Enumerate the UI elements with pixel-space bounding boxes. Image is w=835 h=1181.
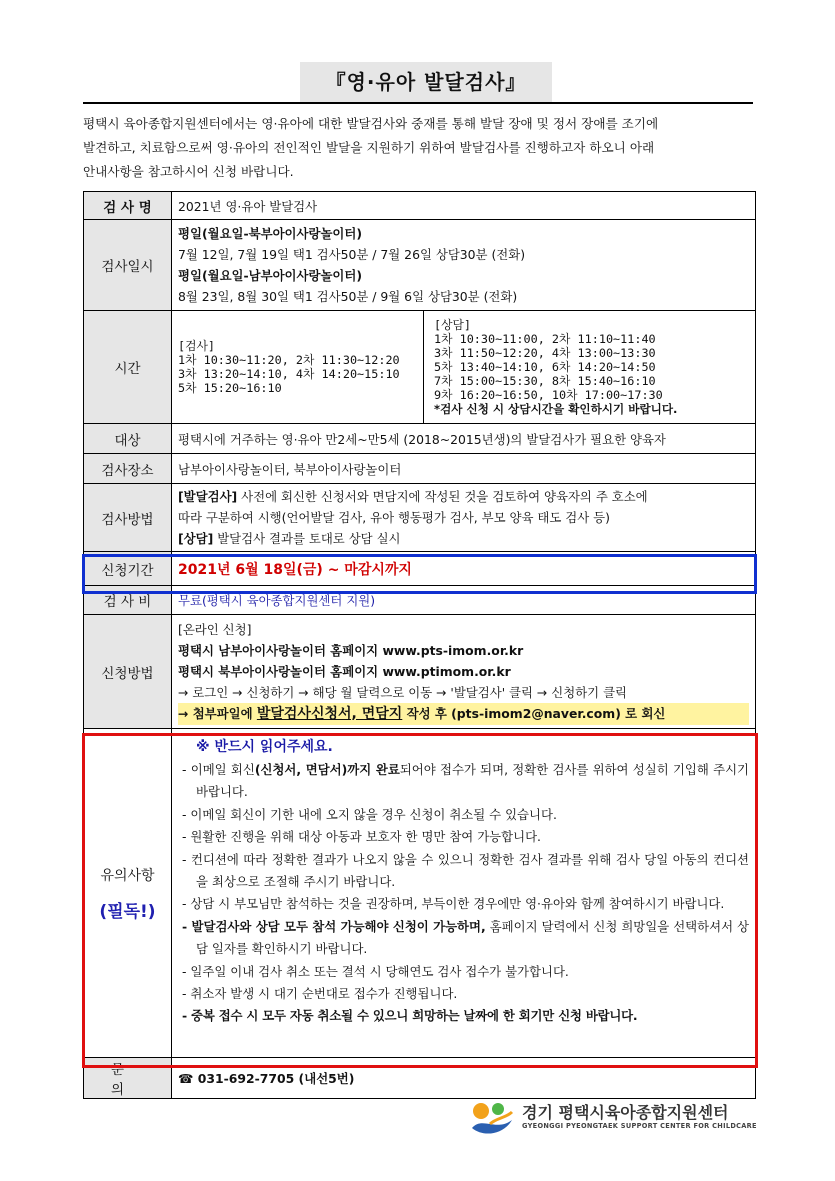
time-line: 3차 11:50~12:20, 4차 13:00~13:30: [434, 346, 656, 360]
note-item: [182, 916, 749, 961]
method-value: [172, 484, 756, 552]
time-line: 7차 15:00~15:30, 8차 15:40~16:10: [434, 374, 656, 388]
row-label: 대상: [84, 424, 172, 454]
table-row: [84, 192, 756, 220]
intro-paragraph: [83, 112, 757, 184]
organization-subtitle: GYEONGGI PYEONGTAEK SUPPORT CENTER FOR CHILDCARE: [522, 1122, 757, 1130]
table-row: [84, 552, 756, 586]
attach-docs: 발달검사신청서, 면담지: [256, 705, 403, 722]
row-label: 신청기간: [84, 552, 172, 586]
note-bold: - 발달검사와 상담 모두 참석 가능해야 신청이 가능하며,: [182, 918, 486, 934]
row-label: 검 사 비: [84, 586, 172, 615]
time-line: 9차 16:20~16:50, 10차 17:00~17:30: [434, 388, 663, 402]
time-line: [상담]: [434, 318, 471, 332]
note-item: - 취소자 발생 시 대기 순번대로 접수가 진행됩니다.: [182, 986, 458, 1002]
time-line: 5차 15:20~16:10: [178, 381, 282, 395]
must-read-label: (필독!): [99, 901, 156, 922]
notes-heading: ※ 반드시 읽어주세요.: [196, 739, 333, 755]
row-label: [84, 729, 172, 1058]
page-title: 『영·유아 발달검사』: [300, 62, 552, 102]
method-dev-text: 사전에 회신한 신청서와 면담지에 작성된 것을 검토하여 양육자의 주 호소에: [237, 489, 648, 504]
note-text: 되어야 접수가 되며, 정확한 검사를 위하여 성실히 기입해 주시기 바랍니다.: [196, 762, 750, 800]
time-line: 3차 13:20~14:10, 4차 14:20~15:10: [178, 367, 400, 381]
note-text: - 이메일 회신: [182, 762, 255, 777]
apply-line: [온라인 신청]: [178, 621, 252, 637]
table-row: [84, 454, 756, 484]
table-row: [84, 1058, 756, 1099]
organization-name: 경기 평택시육아종합지원센터: [522, 1103, 729, 1122]
contact-value: ☎ 031-692-7705 (내선5번): [172, 1058, 756, 1099]
note-item: - 원활한 진행을 위해 대상 아동과 보호자 한 명만 참여 가능합니다.: [182, 829, 541, 845]
method-line: [178, 486, 749, 507]
table-row: [84, 424, 756, 454]
schedule-line: 8월 23일, 8월 30일 택1 검사50분 / 9월 6일 상담30분 (전화): [178, 289, 518, 304]
schedule-value: [172, 220, 756, 311]
schedule-line: 7월 12일, 7월 19일 택1 검사50분 / 7월 26일 상담30분 (전화): [178, 247, 526, 262]
row-label: 문 의: [84, 1058, 172, 1099]
note-text: 홈페이지 달력에서 신청 희망일을 선택하셔서 상담 일자를 확인하시기 바랍니다.: [196, 918, 750, 957]
exam-name-value: 2021년 영·유아 발달검사: [172, 192, 756, 220]
period-value: 2021년 6월 18일(금) ~ 마감시까지: [172, 552, 756, 586]
table-row: [84, 311, 756, 424]
apply-north-link[interactable]: 평택시 북부아이사랑놀이터 홈페이지 www.ptimom.or.kr: [178, 663, 511, 679]
table-row: [84, 586, 756, 615]
note-bold: (신청서, 면담서)까지 완료: [254, 762, 400, 777]
method-line: [178, 528, 749, 549]
attach-prefix: → 첨부파일에: [178, 705, 257, 721]
fee-value: 무료(평택시 육아종합지원센터 지원): [172, 586, 756, 615]
exam-times: [172, 311, 424, 424]
consult-note: *검사 신청 시 상담시간을 확인하시기 바랍니다.: [434, 402, 678, 416]
organization-logo: [468, 1098, 758, 1138]
row-label: 검사일시: [84, 220, 172, 311]
time-line: 1차 10:30~11:20, 2차 11:30~12:20: [178, 353, 400, 367]
note-item: - 컨디션에 따라 정확한 결과가 나오지 않을 수 있으니 정확한 검사 결과를 위해 검사 당일 아동의 컨디션을 최상으로 조절해 주시기 바랍니다.: [182, 851, 750, 890]
schedule-line: 평일(월요일-남부아이사랑놀이터): [178, 268, 363, 283]
target-value: 평택시에 거주하는 영·유아 만2세~만5세 (2018~2015년생)의 발달검사가 필요한 양육자: [172, 424, 756, 454]
time-line: [검사]: [178, 339, 215, 353]
note-item: - 이메일 회신이 기한 내에 오지 않을 경우 신청이 취소될 수 있습니다.: [182, 806, 557, 822]
intro-line: 평택시 육아종합지원센터에서는 영·유아에 대한 발달검사와 중재를 통해 발달 장애 및 정서 장애를 조기에: [83, 116, 659, 131]
intro-line: 발견하고, 치료함으로써 영·유아의 전인적인 발달을 지원하기 위하여 발달검사를 진행하고자 하오니 아래: [83, 140, 655, 155]
table-row: [84, 729, 756, 1058]
notes-value: [172, 729, 756, 1058]
row-label: 검사장소: [84, 454, 172, 484]
time-line: 1차 10:30~11:00, 2차 11:10~11:40: [434, 332, 656, 346]
row-label: 시간: [84, 311, 172, 424]
notes-label: 유의사항: [100, 867, 155, 884]
method-consult-tag: [상담]: [178, 531, 214, 546]
note-item: - 상담 시 부모님만 참석하는 것을 권장하며, 부득이한 경우에만 영·유아와 함께 참여하시기 바랍니다.: [182, 896, 725, 912]
method-consult-text: 발달검사 결과를 토대로 상담 실시: [213, 531, 401, 546]
time-line: 5차 13:40~14:10, 6차 14:20~14:50: [434, 360, 656, 374]
info-table: [83, 191, 756, 1099]
row-label: 신청방법: [84, 615, 172, 729]
row-label: 검 사 명: [84, 192, 172, 220]
place-value: 남부아이사랑놀이터, 북부아이사랑놀이터: [172, 454, 756, 484]
note-item: [182, 759, 749, 804]
row-label: 검사방법: [84, 484, 172, 552]
schedule-line: 평일(월요일-북부아이사랑놀이터): [178, 226, 363, 241]
apply-steps: → 로그인 → 신청하기 → 해당 월 달력으로 이동 → '발달검사' 클릭 → 신청하기 클릭: [178, 684, 628, 700]
apply-value: [172, 615, 756, 729]
method-line: 따라 구분하여 시행(언어발달 검사, 유아 행동평가 검사, 부모 양육 태도 검사 등): [178, 510, 610, 525]
apply-south-link[interactable]: 평택시 남부아이사랑놀이터 홈페이지 www.pts-imom.or.kr: [178, 642, 524, 658]
note-item: - 일주일 이내 검사 취소 또는 결석 시 당해연도 검사 접수가 불가합니다.: [182, 963, 569, 979]
consult-times: [424, 311, 756, 424]
note-item: - 중복 접수 시 모두 자동 취소될 수 있으니 희망하는 날짜에 한 회기만 신청 바랍니다.: [182, 1008, 638, 1024]
table-row: [84, 615, 756, 729]
attach-suffix: 작성 후 (pts-imom2@naver.com) 로 회신: [402, 705, 666, 721]
table-row: [84, 220, 756, 311]
title-divider: [83, 102, 753, 104]
table-row: [84, 484, 756, 552]
sc-logo-icon: [468, 1098, 516, 1138]
intro-line: 안내사항을 참고하시어 신청 바랍니다.: [83, 164, 294, 179]
method-dev-tag: [발달검사]: [178, 489, 238, 504]
apply-attach: [178, 703, 749, 725]
